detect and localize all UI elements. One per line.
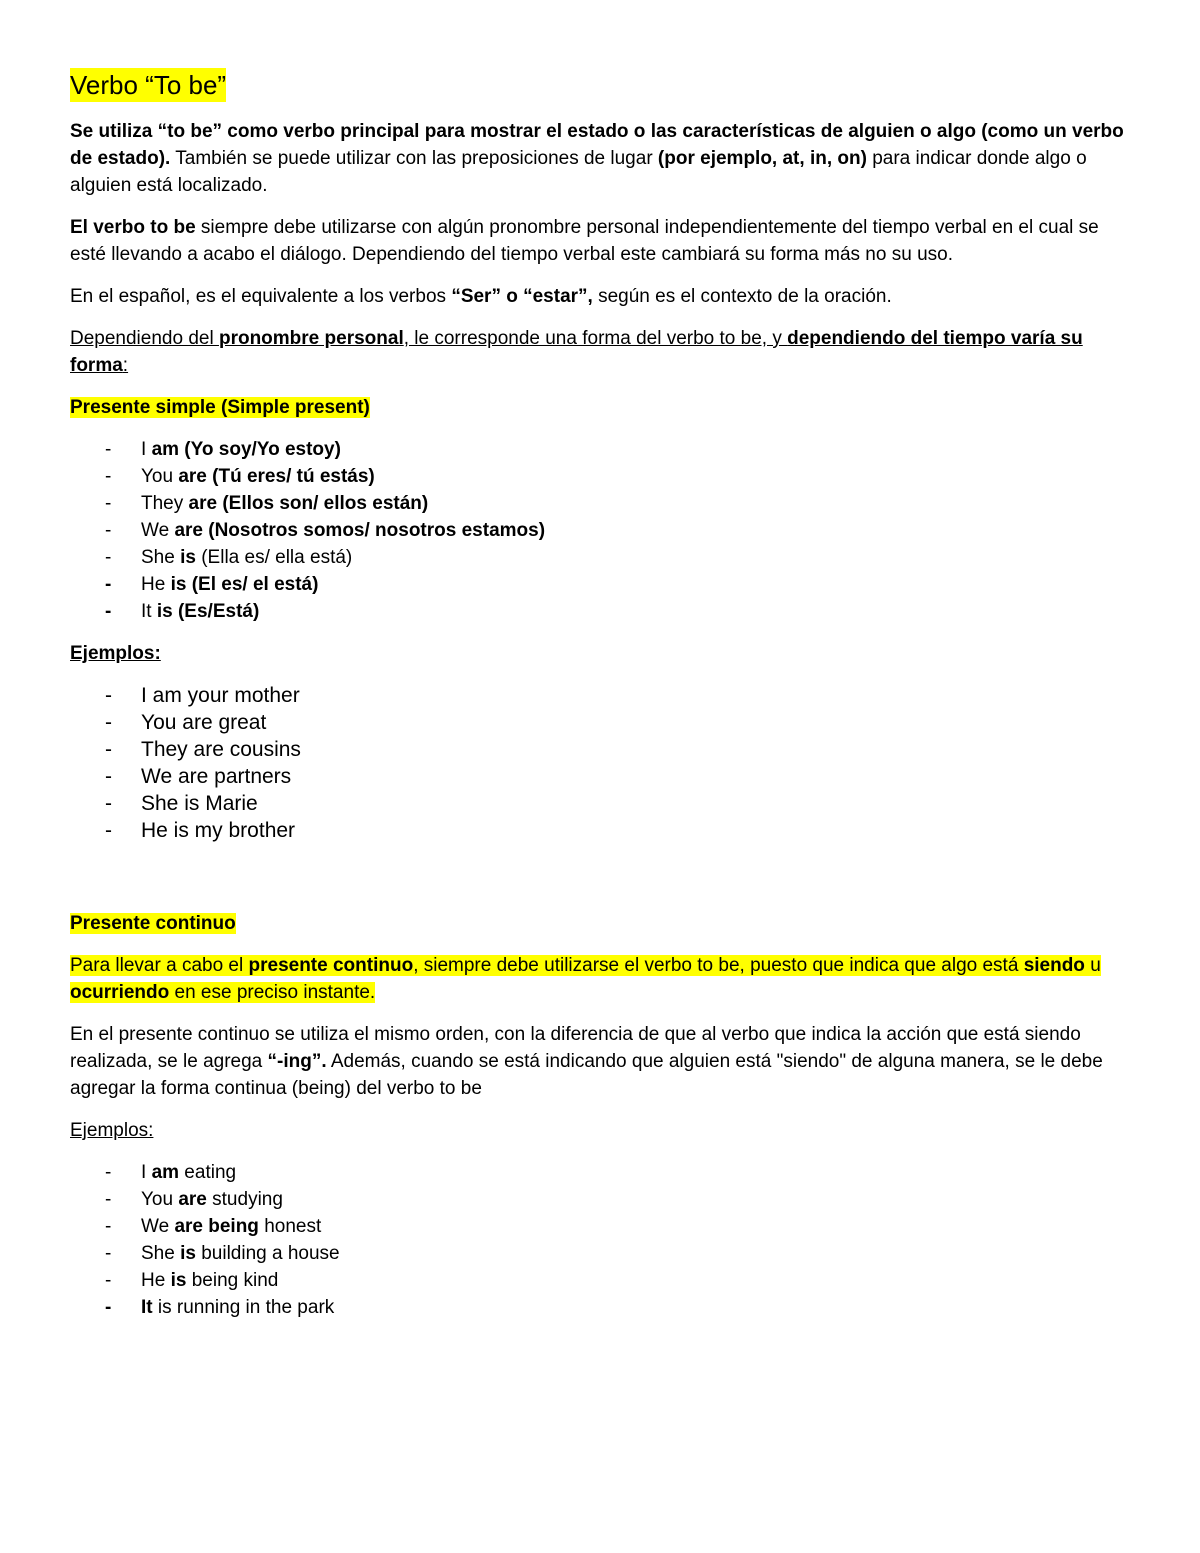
pronoun-paragraph — [70, 325, 1130, 379]
example-pre: He — [141, 1270, 171, 1291]
example-pre: You — [141, 1189, 179, 1210]
list-item — [70, 763, 1130, 790]
pronoun-text-1: Dependiendo del — [70, 328, 219, 349]
continuous-intro-bold-3: ocurriendo — [70, 982, 170, 1003]
list-dash: - — [105, 1189, 112, 1210]
translation: (Ellos son/ ellos están) — [217, 493, 429, 514]
translation: (Ella es/ ella está) — [195, 547, 353, 568]
list-item — [70, 682, 1130, 709]
example-text: You are great — [141, 711, 267, 734]
list-dash: - — [105, 493, 112, 514]
verb-form: is — [156, 601, 173, 622]
example-post: honest — [258, 1216, 322, 1237]
list-dash: - — [105, 765, 112, 788]
list-item — [70, 1294, 1130, 1321]
pronoun-text-2: , le corresponde una forma del verbo to be, y — [403, 328, 788, 349]
pronoun: It — [141, 601, 157, 622]
continuous-intro-text-4: en ese preciso instante. — [169, 982, 376, 1003]
verb-form: am — [151, 439, 180, 460]
example-post: eating — [179, 1162, 237, 1183]
equivalent-bold: “Ser” o “estar”, — [451, 286, 593, 307]
intro-text-1: También se puede utilizar con las preposiciones de lugar — [170, 148, 658, 169]
pronoun: She — [141, 547, 181, 568]
list-dash: - — [105, 547, 112, 568]
list-item — [70, 709, 1130, 736]
example-verb: are being — [174, 1216, 259, 1237]
example-pre: She — [141, 1243, 181, 1264]
example-text: We are partners — [141, 765, 292, 788]
continuous-intro-text-3: u — [1084, 955, 1101, 976]
example-verb: are — [178, 1189, 207, 1210]
list-dash: - — [105, 574, 112, 595]
list-item — [70, 544, 1130, 571]
example-pre: We — [141, 1216, 175, 1237]
list-dash: - — [105, 601, 112, 622]
pronoun: You — [141, 466, 179, 487]
example-post: being kind — [186, 1270, 279, 1291]
intro-paragraph — [70, 118, 1130, 199]
list-dash: - — [105, 1216, 112, 1237]
example-pre: I — [141, 1162, 152, 1183]
intro-bold-2: (por ejemplo, at, in, on) — [657, 148, 867, 169]
continuous-detail-text-1: En el presente continuo se utiliza el mismo orden, con la diferencia de que al verbo que indica la acción que está siendo realizada, se le agrega — [70, 1024, 1081, 1072]
continuous-intro-text-2: , siempre debe utilizarse el verbo to be, puesto que indica que algo está — [413, 955, 1024, 976]
example-verb: It — [141, 1297, 153, 1318]
equivalent-paragraph — [70, 283, 1130, 310]
list-dash: - — [105, 520, 112, 541]
document-page — [70, 68, 1130, 1336]
verb-form: are — [174, 520, 203, 541]
continuous-intro-text-1: Para llevar a cabo el — [70, 955, 249, 976]
translation: (Yo soy/Yo estoy) — [179, 439, 341, 460]
list-item — [70, 598, 1130, 625]
list-item — [70, 1240, 1130, 1267]
list-dash: - — [105, 684, 112, 707]
example-text: I am your mother — [141, 684, 300, 707]
example-post: studying — [206, 1189, 283, 1210]
translation: (El es/ el está) — [186, 574, 319, 595]
list-dash: - — [105, 819, 112, 842]
equivalent-text-1: En el español, es el equivalente a los verbos — [70, 286, 452, 307]
list-dash: - — [105, 1297, 112, 1318]
verb-form: are — [188, 493, 218, 514]
present-continuous-examples — [70, 1159, 1130, 1321]
continuous-intro-bold-1: presente continuo — [248, 955, 414, 976]
intro-text-2: para indicar donde algo o alguien está localizado. — [70, 148, 1087, 196]
section-spacer — [70, 859, 1130, 910]
list-item — [70, 817, 1130, 844]
verb-form: are — [178, 466, 207, 487]
list-item — [70, 571, 1130, 598]
example-verb: is — [170, 1270, 187, 1291]
simple-present-heading-text: Presente simple (Simple present) — [70, 397, 370, 418]
list-dash: - — [105, 738, 112, 761]
translation: (Nosotros somos/ nosotros estamos) — [202, 520, 546, 541]
list-dash: - — [105, 792, 112, 815]
example-text: He is my brother — [141, 819, 296, 842]
list-item — [70, 1267, 1130, 1294]
simple-present-heading — [70, 394, 1130, 421]
pronoun: I — [141, 439, 152, 460]
equivalent-text-2: según es el contexto de la oración. — [592, 286, 892, 307]
continuous-detail-text-2: Además, cuando se está indicando que alguien está "siendo" de alguna manera, se le debe agregar la forma continua (being) del verbo to be — [70, 1051, 1103, 1099]
continuous-intro-bold-2: siendo — [1023, 955, 1085, 976]
continuous-intro-paragraph — [70, 952, 1130, 1006]
usage-paragraph — [70, 214, 1130, 268]
pronoun-text-3: : — [122, 355, 129, 376]
present-continuous-heading-text: Presente continuo — [70, 913, 236, 934]
pronoun: They — [141, 493, 189, 514]
pronoun: He — [141, 574, 171, 595]
examples-label-2: Ejemplos: — [70, 1120, 154, 1141]
continuous-detail-bold: “-ing”. — [267, 1051, 327, 1072]
pronoun: We — [141, 520, 175, 541]
example-post: building a house — [195, 1243, 340, 1264]
verb-form: is — [170, 574, 187, 595]
list-dash: - — [105, 1243, 112, 1264]
list-dash: - — [105, 466, 112, 487]
continuous-detail-paragraph — [70, 1021, 1130, 1102]
list-item — [70, 790, 1130, 817]
example-verb: is — [180, 1243, 196, 1264]
simple-present-examples — [70, 682, 1130, 844]
list-item — [70, 1159, 1130, 1186]
list-item — [70, 1213, 1130, 1240]
usage-bold: El verbo to be — [70, 217, 196, 238]
list-dash: - — [105, 1270, 112, 1291]
list-item — [70, 1186, 1130, 1213]
list-item — [70, 463, 1130, 490]
list-dash: - — [105, 711, 112, 734]
list-item — [70, 490, 1130, 517]
translation: (Es/Está) — [172, 601, 260, 622]
present-continuous-heading — [70, 910, 1130, 937]
list-dash: - — [105, 439, 112, 460]
example-verb: am — [151, 1162, 180, 1183]
examples-label-1: Ejemplos: — [70, 643, 161, 664]
list-dash: - — [105, 1162, 112, 1183]
example-post: is running in the park — [152, 1297, 335, 1318]
pronoun-bold-2: dependiendo del tiempo varía su forma — [70, 328, 1083, 376]
list-item — [70, 517, 1130, 544]
list-item — [70, 436, 1130, 463]
example-text: She is Marie — [141, 792, 258, 815]
translation: (Tú eres/ tú estás) — [206, 466, 375, 487]
verb-form: is — [180, 547, 196, 568]
document-title: Verbo “To be” — [70, 70, 227, 100]
example-text: They are cousins — [141, 738, 301, 761]
usage-text: siempre debe utilizarse con algún pronombre personal independientemente del tiempo verbal en el cual se esté llevando a acabo el diálogo. Dependiendo del tiempo verbal este cambiará su forma más no su uso. — [70, 217, 1099, 265]
intro-bold-1: Se utiliza “to be” como verbo principal para mostrar el estado o las características de alguien o algo (como un verbo de estado). — [70, 121, 1124, 169]
simple-present-list — [70, 436, 1130, 625]
list-item — [70, 736, 1130, 763]
pronoun-bold-1: pronombre personal — [218, 328, 404, 349]
